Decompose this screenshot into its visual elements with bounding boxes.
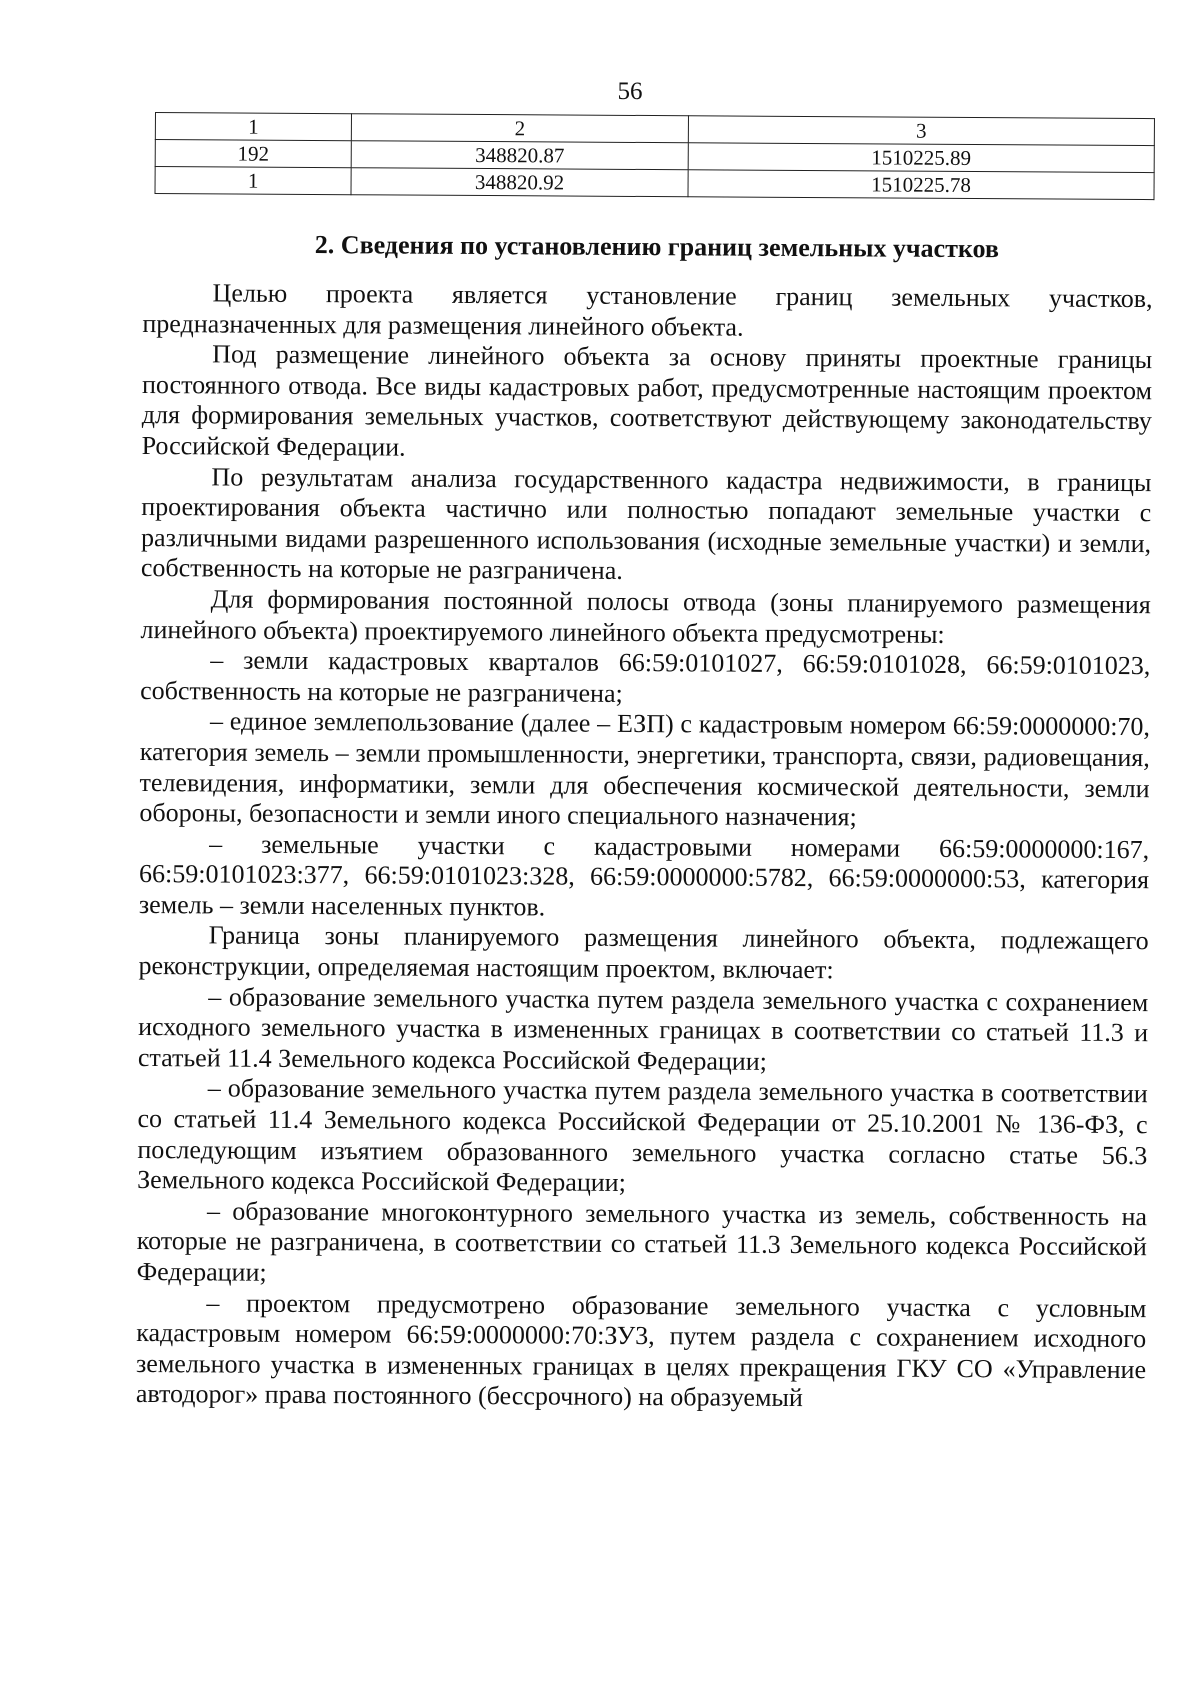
table-cell: 348820.87	[351, 141, 688, 170]
table-header-cell: 3	[688, 116, 1154, 146]
paragraph: По результатам анализа государственного кадастра недвижимости, в границы проектирования объекта частично или полностью попадают земельные участки с различными видами разрешенного использования (исходные земельные участки) и земли, собственность на которые не разграничена.	[140, 461, 1152, 586]
table-row	[155, 167, 1154, 200]
page-number: 56	[617, 78, 643, 105]
body-text	[136, 228, 1153, 1416]
paragraph: Для формирования постоянной полосы отвода (зоны планируемого размещения линейного объекта) проектируемого линейного объекта предусмотрены:	[140, 584, 1151, 649]
table-cell: 1	[155, 167, 351, 195]
section-heading: 2. Сведения по установлению границ земельных участков	[314, 230, 1000, 264]
list-item: – образование многоконтурного земельного участка из земель, собственность на которые не разграничена, в соответствии со статьей 11.3 Земельного кодекса Российской Федерации;	[136, 1196, 1148, 1287]
paragraph: Целью проекта является установление границ земельных участков, предназначенных для размещения линейного объекта.	[142, 278, 1153, 342]
list-item: – земли кадастровых кварталов 66:59:0101027, 66:59:0101028, 66:59:0101023, собственность на которые не разграничена;	[140, 645, 1151, 708]
list-item: – земельные участки с кадастровыми номерами 66:59:0000000:167, 66:59:0101023:377, 66:59:0101023:328, 66:59:0000000:5782, 66:59:0000000:53, категория земель – земли населенных пунктов.	[138, 829, 1150, 922]
list-item: – проектом предусмотрено образование земельного участка с условным кадастровым номером 66:59:0000000:70:ЗУ3, путем раздела с сохранением исходного земельного участка в измененных границах в целях прекращения ГКУ СО «Управление автодорог» права постоянного (бессрочного) на образуемый	[135, 1288, 1147, 1413]
table-cell: 1510225.78	[688, 170, 1154, 200]
paragraph: Граница зоны планируемого размещения линейного объекта, подлежащего реконструкции, определяемая настоящим проектом, включает:	[138, 920, 1149, 985]
list-item: – образование земельного участка путем раздела земельного участка с сохранением исходного земельного участка в измененных границах в соответствии со статьей 11.3 и статьей 11.4 Земельного кодекса Российской Федерации;	[137, 982, 1149, 1076]
list-item: – единое землепользование (далее – ЕЗП) с кадастровым номером 66:59:0000000:70, категория земель – земли промышленности, энергетики, транспорта, связи, радиовещания, телевидения, информатики, земли для обеспечения космической деятельности, земли обороны, безопасности и земли иного специального назначения;	[139, 706, 1151, 832]
table-header-cell: 1	[155, 113, 351, 141]
table-cell: 1510225.89	[688, 143, 1154, 173]
paragraph: Под размещение линейного объекта за основу приняты проектные границы постоянного отвода. Все виды кадастровых работ, предусмотренные настоящим проектом для формирования земельных участков, соответствуют действующему законодательству Российской Федерации.	[141, 339, 1153, 462]
table-header-cell: 2	[351, 114, 688, 143]
table-cell: 192	[155, 140, 351, 168]
list-item: – образование земельного участка путем раздела земельного участка в соответствии со статьей 11.4 Земельного кодекса Российской Федерации от 25.10.2001 № 136-ФЗ, с последующим изъятием образованного земельного участка согласно статье 56.3 Земельного кодекса Российской Федерации;	[137, 1073, 1148, 1198]
table-cell: 348820.92	[351, 168, 688, 197]
coordinates-table	[154, 112, 1154, 200]
